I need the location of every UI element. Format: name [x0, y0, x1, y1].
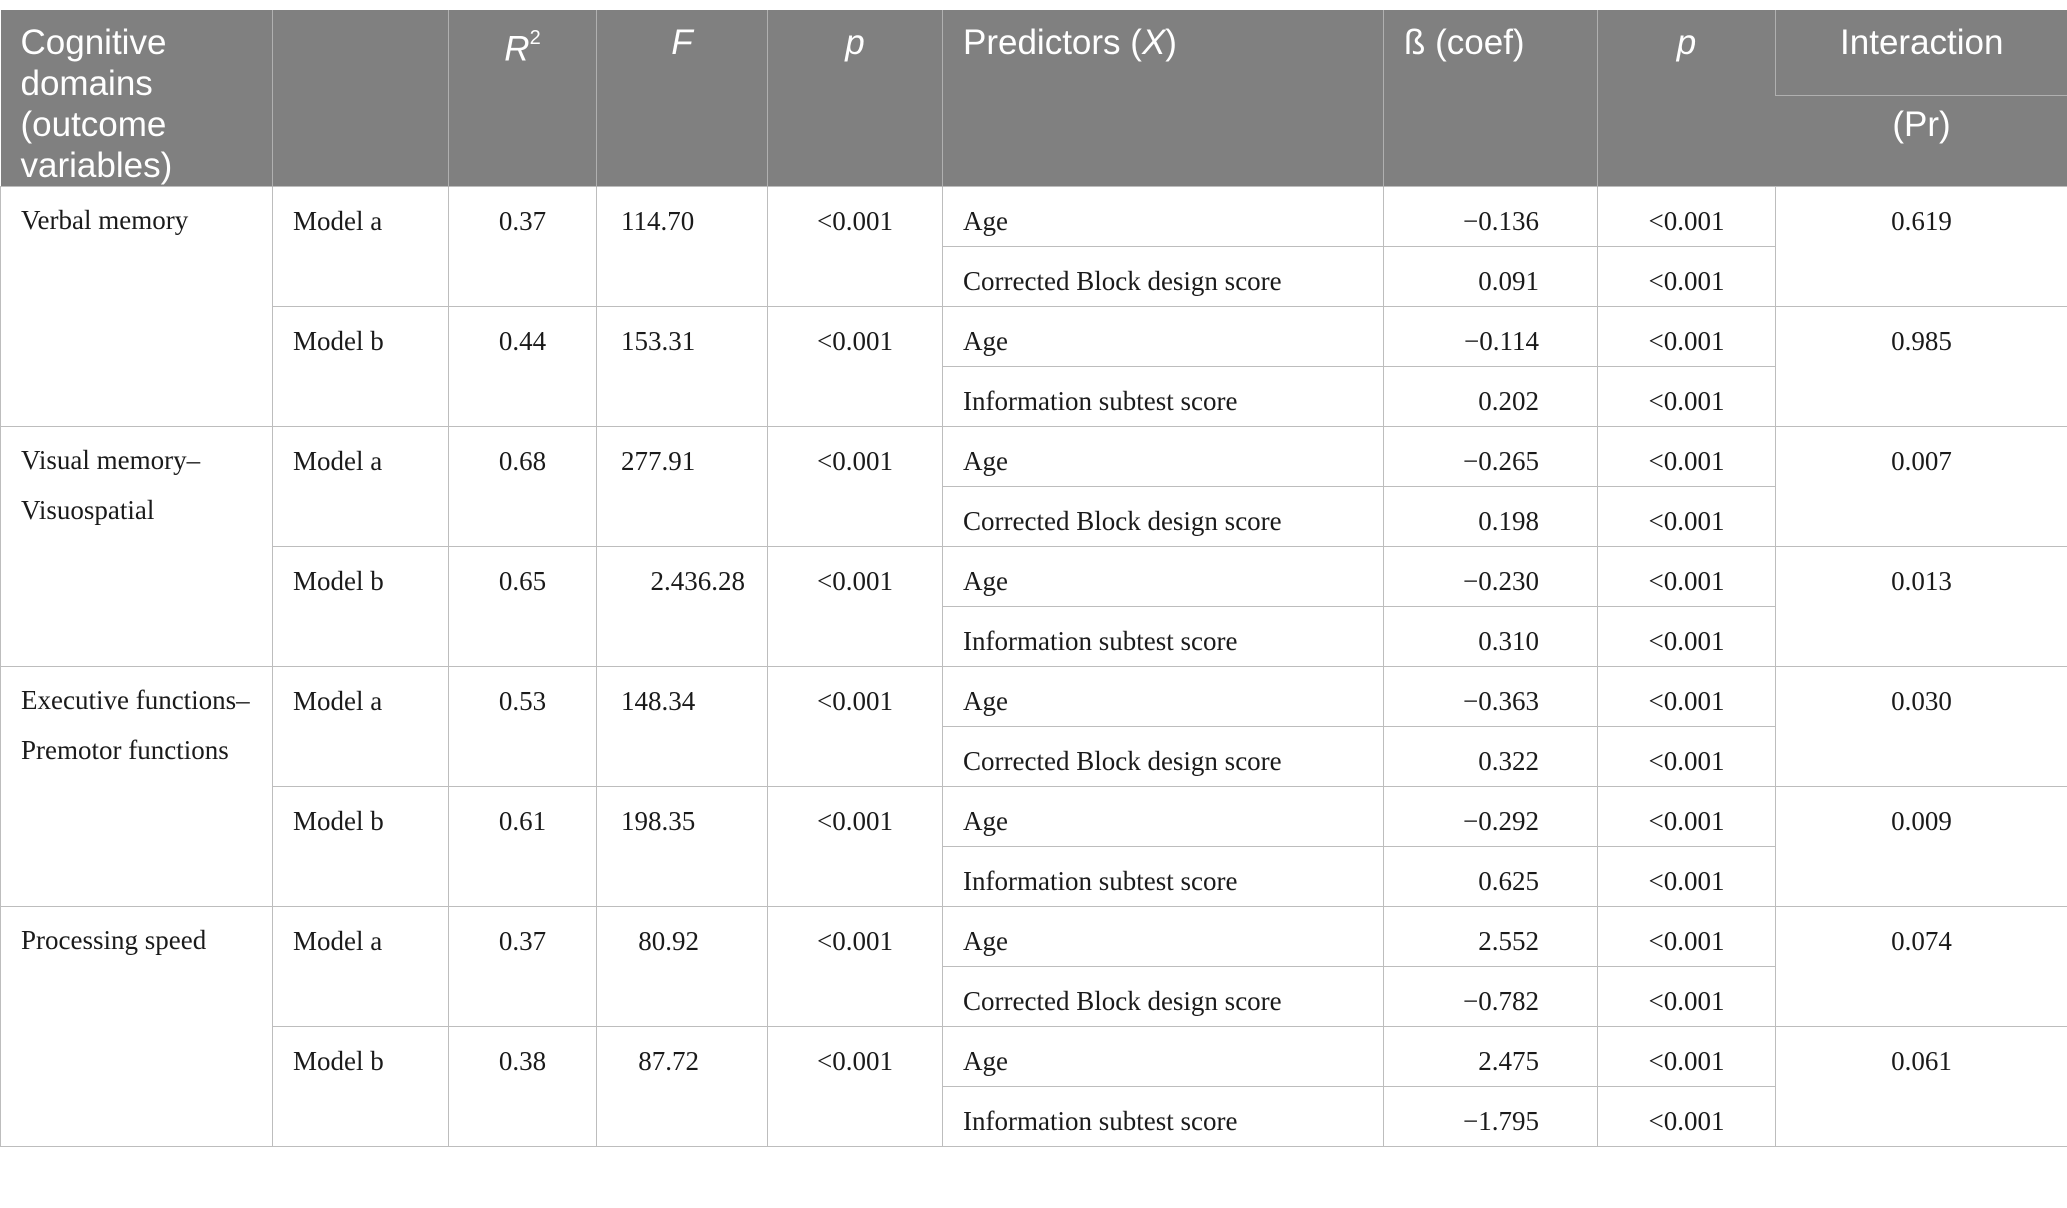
- cell-model: Model a: [273, 667, 449, 787]
- cell-predictor: Information subtest score: [943, 367, 1384, 427]
- cell-p-predictor: <0.001: [1598, 1087, 1776, 1147]
- cell-beta: −0.782: [1384, 967, 1598, 1027]
- cell-interaction: 0.007: [1776, 427, 2067, 547]
- cell-p-predictor: <0.001: [1598, 667, 1776, 727]
- cell-p-predictor: <0.001: [1598, 967, 1776, 1027]
- cell-beta: 0.198: [1384, 487, 1598, 547]
- cell-f-value: 148.34: [597, 667, 768, 787]
- cell-interaction: 0.619: [1776, 187, 2067, 307]
- cell-predictor: Information subtest score: [943, 847, 1384, 907]
- header-predictors-close: ): [1165, 23, 1177, 62]
- table-body: [1, 187, 2067, 1147]
- cell-f-value: 87.72: [597, 1027, 768, 1147]
- cell-p-model: <0.001: [768, 907, 943, 1027]
- table-row: [1, 787, 2067, 847]
- cell-p-predictor: <0.001: [1598, 547, 1776, 607]
- cell-p-predictor: <0.001: [1598, 187, 1776, 247]
- header-r-squared: [449, 10, 597, 187]
- cell-p-predictor: <0.001: [1598, 427, 1776, 487]
- cell-r-squared: 0.37: [449, 187, 597, 307]
- cell-beta: 2.475: [1384, 1027, 1598, 1087]
- cell-r-squared: 0.68: [449, 427, 597, 547]
- table-row: [1, 667, 2067, 727]
- cell-beta: 0.322: [1384, 727, 1598, 787]
- cell-beta: −0.292: [1384, 787, 1598, 847]
- cell-p-predictor: <0.001: [1598, 487, 1776, 547]
- header-cognitive-domains: Cognitive domains (outcome variables): [1, 10, 273, 187]
- cell-r-squared: 0.61: [449, 787, 597, 907]
- cell-interaction: 0.985: [1776, 307, 2067, 427]
- header-pr: (Pr): [1776, 96, 2067, 187]
- cell-p-predictor: <0.001: [1598, 847, 1776, 907]
- table-row: [1, 547, 2067, 607]
- cell-beta: −1.795: [1384, 1087, 1598, 1147]
- cell-beta: 2.552: [1384, 907, 1598, 967]
- cell-predictor: Age: [943, 1027, 1384, 1087]
- header-predictors-x: X: [1141, 23, 1166, 62]
- cell-predictor: Age: [943, 787, 1384, 847]
- cell-p-predictor: <0.001: [1598, 907, 1776, 967]
- cell-predictor: Corrected Block design score: [943, 967, 1384, 1027]
- cell-predictor: Age: [943, 907, 1384, 967]
- cell-beta: 0.310: [1384, 607, 1598, 667]
- header-r-squared-base: R: [504, 29, 530, 69]
- cell-beta: 0.091: [1384, 247, 1598, 307]
- cell-p-model: <0.001: [768, 187, 943, 307]
- cell-p-model: <0.001: [768, 1027, 943, 1147]
- cell-interaction: 0.013: [1776, 547, 2067, 667]
- cell-p-predictor: <0.001: [1598, 307, 1776, 367]
- cell-f-value: 80.92: [597, 907, 768, 1027]
- cell-beta: −0.265: [1384, 427, 1598, 487]
- cell-r-squared: 0.53: [449, 667, 597, 787]
- cell-beta: −0.230: [1384, 547, 1598, 607]
- cell-beta: 0.625: [1384, 847, 1598, 907]
- cell-cognitive-domain: Executive functions–Premotor functions: [1, 667, 273, 907]
- cell-f-value: 153.31: [597, 307, 768, 427]
- cell-model: Model a: [273, 427, 449, 547]
- cell-predictor: Age: [943, 427, 1384, 487]
- cell-predictor: Corrected Block design score: [943, 727, 1384, 787]
- cell-interaction: 0.030: [1776, 667, 2067, 787]
- cell-model: Model b: [273, 307, 449, 427]
- cell-p-model: <0.001: [768, 307, 943, 427]
- cell-p-model: <0.001: [768, 667, 943, 787]
- cell-p-predictor: <0.001: [1598, 787, 1776, 847]
- cell-r-squared: 0.38: [449, 1027, 597, 1147]
- cell-model: Model b: [273, 547, 449, 667]
- cell-p-predictor: <0.001: [1598, 247, 1776, 307]
- cell-predictor: Age: [943, 187, 1384, 247]
- table-row: [1, 1027, 2067, 1087]
- table-row: [1, 907, 2067, 967]
- header-p-model: p: [768, 10, 943, 187]
- cell-interaction: 0.061: [1776, 1027, 2067, 1147]
- header-p-predictor: p: [1598, 10, 1776, 187]
- cell-interaction: 0.074: [1776, 907, 2067, 1027]
- cell-predictor: Information subtest score: [943, 607, 1384, 667]
- cell-cognitive-domain: Processing speed: [1, 907, 273, 1147]
- cell-beta: −0.136: [1384, 187, 1598, 247]
- cell-predictor: Information subtest score: [943, 1087, 1384, 1147]
- cell-p-model: <0.001: [768, 547, 943, 667]
- cell-p-predictor: <0.001: [1598, 607, 1776, 667]
- cell-predictor: Corrected Block design score: [943, 247, 1384, 307]
- cell-predictor: Age: [943, 667, 1384, 727]
- header-beta-coef: ß (coef): [1384, 10, 1598, 187]
- cell-p-predictor: <0.001: [1598, 727, 1776, 787]
- cell-r-squared: 0.65: [449, 547, 597, 667]
- cell-r-squared: 0.37: [449, 907, 597, 1027]
- cell-beta: −0.363: [1384, 667, 1598, 727]
- cell-f-value: 114.70: [597, 187, 768, 307]
- cell-p-predictor: <0.001: [1598, 367, 1776, 427]
- cell-beta: −0.114: [1384, 307, 1598, 367]
- cell-beta: 0.202: [1384, 367, 1598, 427]
- cell-r-squared: 0.44: [449, 307, 597, 427]
- header-model: [273, 10, 449, 187]
- cell-f-value: 2.436.28: [597, 547, 768, 667]
- cell-p-model: <0.001: [768, 787, 943, 907]
- cell-model: Model b: [273, 787, 449, 907]
- table-row: [1, 427, 2067, 487]
- header-f: F: [597, 10, 768, 187]
- cell-p-model: <0.001: [768, 427, 943, 547]
- regression-results-table: [0, 10, 2067, 1147]
- cell-model: Model a: [273, 907, 449, 1027]
- cell-cognitive-domain: Visual memory–Visuospatial: [1, 427, 273, 667]
- cell-f-value: 198.35: [597, 787, 768, 907]
- cell-interaction: 0.009: [1776, 787, 2067, 907]
- cell-predictor: Corrected Block design score: [943, 487, 1384, 547]
- table-row: [1, 187, 2067, 247]
- header-r-squared-sup: 2: [529, 27, 541, 49]
- cell-cognitive-domain: Verbal memory: [1, 187, 273, 427]
- header-interaction: Interaction: [1776, 10, 2067, 96]
- table-row: [1, 307, 2067, 367]
- table-header: [1, 10, 2067, 187]
- header-predictors-text: Predictors (: [963, 23, 1142, 62]
- header-predictors: [943, 10, 1384, 187]
- cell-predictor: Age: [943, 307, 1384, 367]
- cell-model: Model b: [273, 1027, 449, 1147]
- cell-p-predictor: <0.001: [1598, 1027, 1776, 1087]
- cell-model: Model a: [273, 187, 449, 307]
- cell-f-value: 277.91: [597, 427, 768, 547]
- cell-predictor: Age: [943, 547, 1384, 607]
